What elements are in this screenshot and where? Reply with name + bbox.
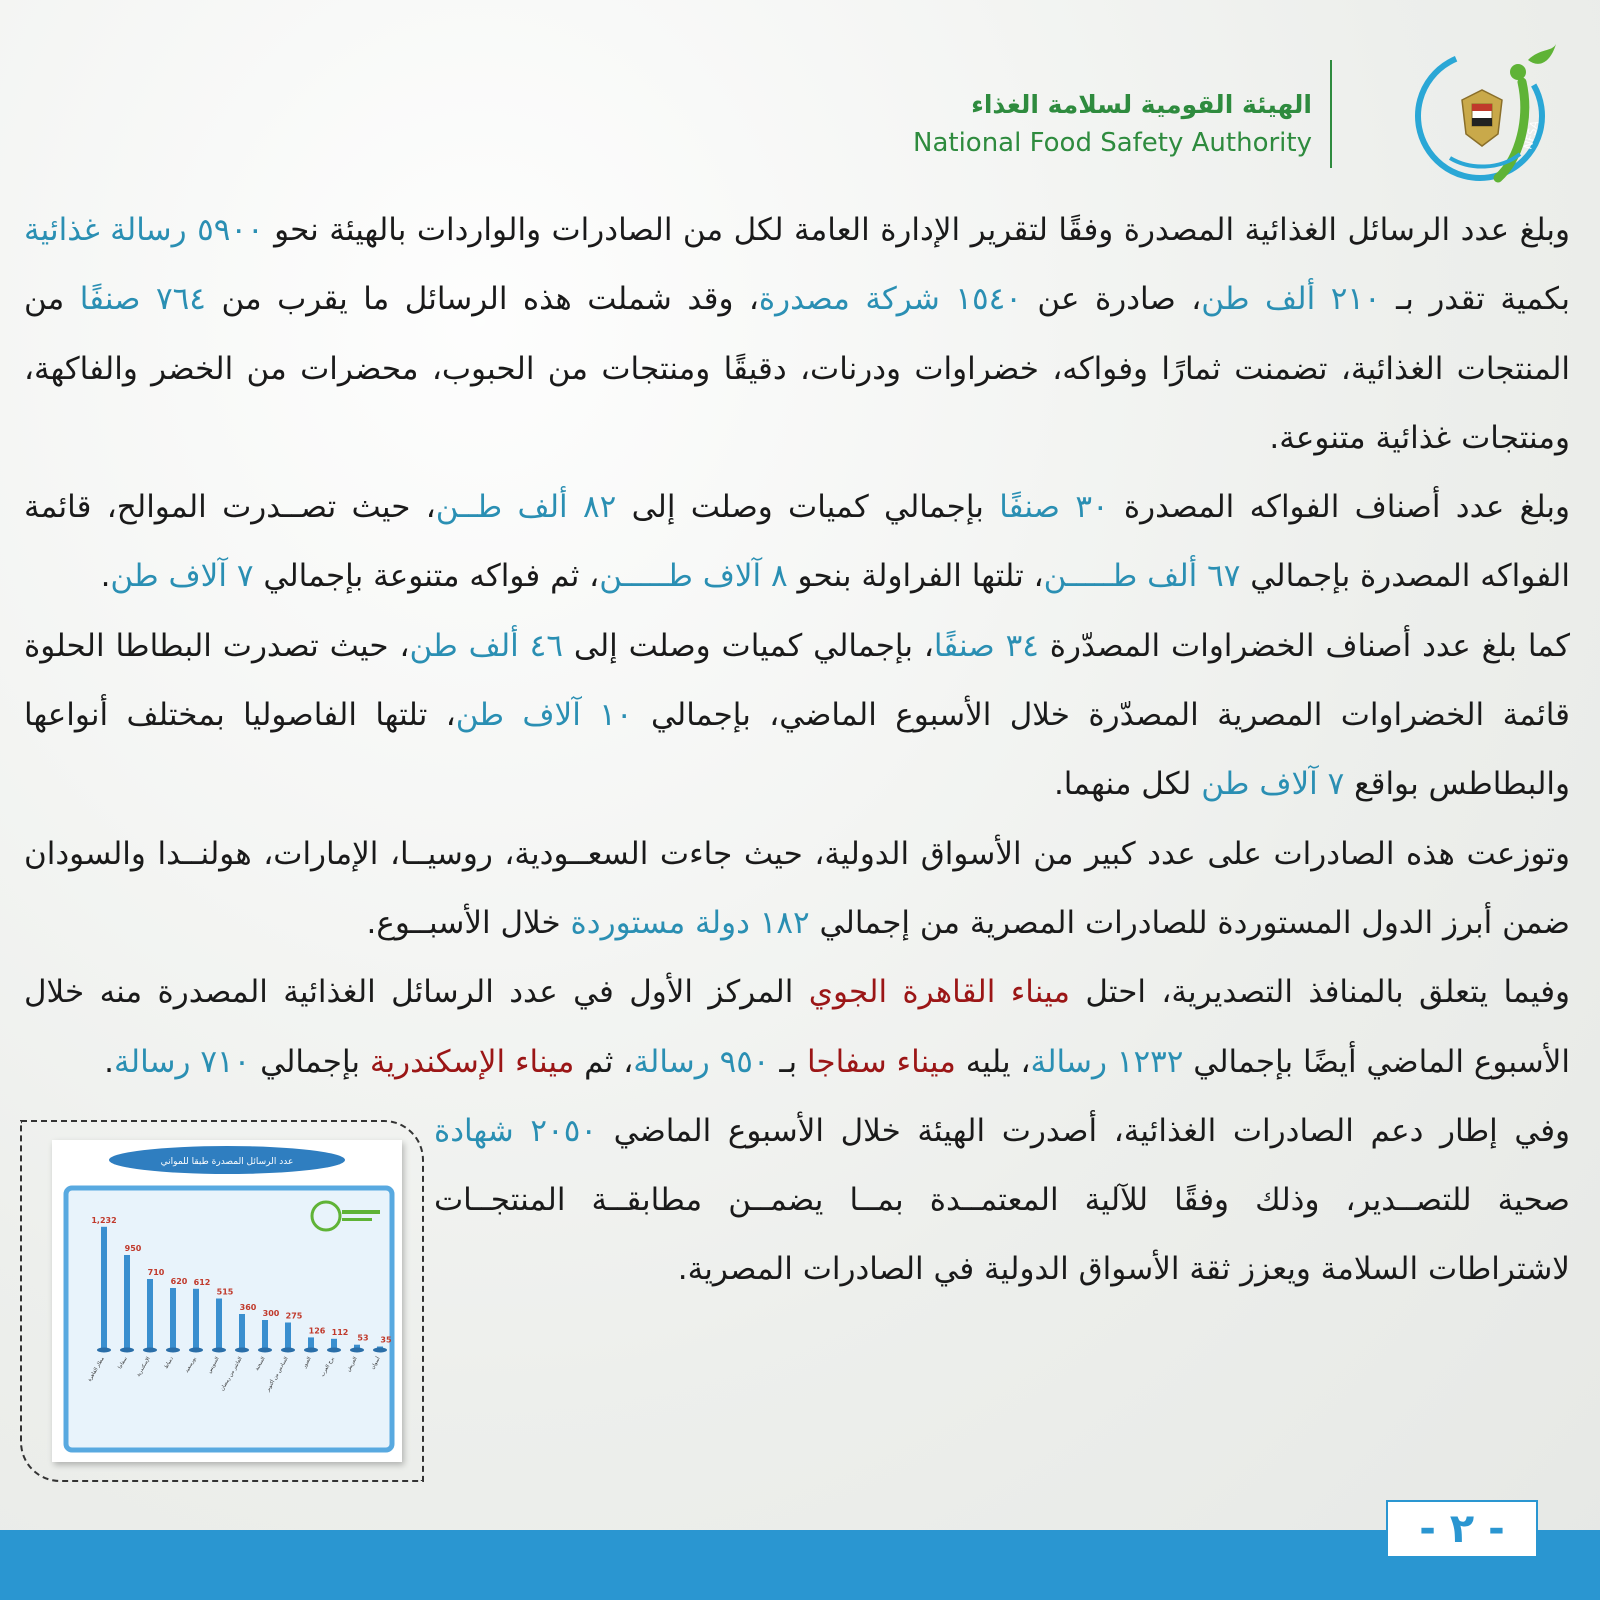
chart-bar xyxy=(124,1255,130,1350)
text-run: ، تلتها الفاصوليا بمختلف أنواعها والبطاطس بواقع xyxy=(24,697,1570,803)
org-name-arabic: الهيئة القومية لسلامة الغذاء xyxy=(971,90,1312,119)
svg-text:NFSA: NFSA xyxy=(1521,119,1542,151)
text-run: صحية للتصــدير، وذلك وفقًا للآلية المعتمــدة بمــا يضمــن مطابقــة المنتجــات لاشتراطات السلامة ويعزز ثقة الأسواق الدولية في الصادرات المصرية. xyxy=(434,1182,1570,1288)
chart-bar xyxy=(285,1323,291,1351)
text-run: ، صادرة عن xyxy=(1021,281,1202,318)
chart-category-label: سفاجا xyxy=(117,1356,129,1371)
text-run: وبلغ عدد أصناف الفواكه المصدرة xyxy=(1108,489,1571,526)
text-run: ، يليه xyxy=(955,1043,1031,1080)
chart-value-label: 300 xyxy=(262,1309,280,1318)
highlighted-figure: ١٨٢ دولة مستوردة xyxy=(570,904,810,941)
chart-bar xyxy=(170,1288,176,1350)
header xyxy=(913,38,1560,188)
chart-bar xyxy=(262,1320,268,1350)
chart-category-label: السخنة xyxy=(254,1356,267,1372)
chart-category-label: السويس xyxy=(206,1356,221,1375)
text-run: ، حيث تصــدرت الموالح، قائمة الفواكه المصدرة بإجمالي xyxy=(24,489,1570,595)
org-name-english: National Food Safety Authority xyxy=(913,128,1312,158)
chart-card xyxy=(52,1140,402,1462)
chart-logo-text-icon xyxy=(342,1218,372,1221)
highlighted-port: ميناء سفاجا xyxy=(806,1043,956,1080)
highlighted-figure: ٧٦٤ صنفًا xyxy=(79,281,206,318)
chart-title: عدد الرسائل المصدرة طبقا للمواني xyxy=(160,1157,294,1167)
chart-category-label: أسوان xyxy=(369,1356,382,1371)
chart-value-label: 35 xyxy=(380,1335,392,1345)
chart-value-label: 360 xyxy=(239,1303,257,1312)
chart-bar-base xyxy=(373,1348,387,1353)
highlighted-figure: ٨٢ ألف طــن xyxy=(435,489,617,526)
footer-bar xyxy=(0,1530,1600,1600)
chart-category-label: السادس من أكتوبر xyxy=(265,1356,290,1393)
text-run: ، تلتها الفراولة بنحو xyxy=(787,558,1044,595)
text-run: ، وقد شملت هذه الرسائل ما يقرب من xyxy=(205,281,759,318)
highlighted-figure: ٧ آلاف طن xyxy=(110,558,254,595)
paragraph xyxy=(24,958,1570,1097)
highlighted-figure: ٣٤ صنفًا xyxy=(933,627,1039,664)
text-run: ، ثم xyxy=(574,1043,634,1080)
chart-category-label: العريش xyxy=(345,1356,359,1373)
chart-bar xyxy=(216,1299,222,1351)
paragraph xyxy=(434,1097,1570,1305)
chart-bar xyxy=(193,1289,199,1350)
text-run: وفيما يتعلق بالمنافذ التصديرية، احتل xyxy=(1070,974,1570,1011)
text-run: خلال الأسبــوع. xyxy=(366,904,571,941)
text-run: لكل منهما. xyxy=(1053,766,1202,803)
chart-value-label: 112 xyxy=(331,1327,349,1337)
chart-bar-base xyxy=(258,1348,272,1353)
text-run: . xyxy=(104,1043,115,1080)
chart-logo-text-icon xyxy=(342,1210,380,1214)
highlighted-figure: ٣٠ صنفًا xyxy=(999,489,1109,526)
nfsa-emblem-icon xyxy=(1410,38,1560,188)
chart-value-label: 53 xyxy=(357,1333,369,1343)
highlighted-figure: ١٥٤٠ شركة مصدرة xyxy=(758,281,1022,318)
chart-plot-frame xyxy=(66,1188,392,1450)
chart-value-label: 950 xyxy=(124,1244,142,1253)
text-run: كما بلغ عدد أصناف الخضراوات المصدّرة xyxy=(1038,627,1570,664)
chart-value-label: 1,232 xyxy=(91,1215,117,1225)
highlighted-figure: ٢١٠ ألف طن xyxy=(1201,281,1381,318)
text-run: ، ثم فواكه متنوعة بإجمالي xyxy=(253,558,600,595)
chart-category-label: العاشر من رمضان xyxy=(219,1356,244,1392)
chart-category-label: بورسعيد xyxy=(183,1356,198,1374)
chart-value-label: 275 xyxy=(285,1311,303,1321)
highlighted-figure: ٤٦ ألف طن xyxy=(409,627,563,664)
text-run: من المنتجات الغذائية، تضمنت ثمارًا وفواكه، خضراوات ودرنات، دقيقًا ومنتجات من الحبوب، محضرات من الخضر والفاكهة، ومنتجات غذائية متنوعة. xyxy=(24,281,1570,456)
highlighted-figure: ٦٧ ألف طـــــن xyxy=(1043,558,1241,595)
paragraph xyxy=(24,196,1570,473)
highlighted-figure: ٩٥٠ رسالة xyxy=(633,1043,770,1080)
chart-category-label: مطار القاهرة xyxy=(86,1356,106,1383)
text-run: بكمية تقدر بـ xyxy=(1380,281,1571,318)
logo-divider xyxy=(1330,60,1332,168)
chart-category-label: العبور xyxy=(301,1356,313,1370)
chart-bar xyxy=(101,1227,107,1350)
chart-bar-base xyxy=(166,1348,180,1353)
chart-bar-base xyxy=(97,1348,111,1353)
chart-value-label: 612 xyxy=(193,1277,211,1287)
chart-bar-base xyxy=(235,1348,249,1353)
chart-bar xyxy=(239,1314,245,1350)
chart-bar-base xyxy=(212,1348,226,1353)
text-run: بـ xyxy=(769,1043,807,1080)
text-run: وتوزعت هذه الصادرات على عدد كبير من الأسواق الدولية، حيث جاءت السعــودية، روسيــا، الإمارات، هولنــدا والسودان ضمن أبرز الدول المستوردة للصادرات المصرية من إجمالي xyxy=(24,835,1570,941)
highlighted-figure: ١٢٣٢ رسالة xyxy=(1030,1043,1184,1080)
ports-bar-chart xyxy=(52,1140,402,1462)
highlighted-figure: ١٠ آلاف طن xyxy=(455,697,633,734)
text-run: وفي إطار دعم الصادرات الغذائية، أصدرت الهيئة خلال الأسبوع الماضي xyxy=(597,1112,1570,1149)
chart-value-label: 620 xyxy=(170,1277,188,1286)
text-run: المركز الأول في عدد الرسائل الغذائية المصدرة منه خلال الأسبوع الماضي أيضًا بإجمالي xyxy=(24,974,1570,1080)
highlighted-port: ميناء الإسكندرية xyxy=(369,1043,575,1080)
chart-bar-base xyxy=(304,1348,318,1353)
chart-bar-base xyxy=(120,1348,134,1353)
paragraph xyxy=(24,612,1570,820)
chart-bar-base xyxy=(189,1348,203,1353)
chart-category-label: برج العرب xyxy=(319,1356,336,1378)
chart-category-label: دمياط xyxy=(163,1356,175,1370)
highlighted-figure: ٢٠٥٠ شهادة xyxy=(434,1112,597,1149)
highlighted-port: ميناء القاهرة الجوي xyxy=(808,974,1071,1011)
text-run: ، بإجمالي كميات وصلت إلى xyxy=(562,627,934,664)
chart-bar-base xyxy=(350,1348,364,1353)
paragraph xyxy=(24,820,1570,959)
text-run: بإجمالي xyxy=(250,1043,370,1080)
chart-bar-base xyxy=(143,1348,157,1353)
text-run: بإجمالي كميات وصلت إلى xyxy=(616,489,1000,526)
highlighted-figure: ٧ آلاف طن xyxy=(1201,766,1345,803)
chart-value-label: 126 xyxy=(308,1326,326,1336)
text-run: . xyxy=(100,558,111,595)
chart-bar xyxy=(147,1279,153,1350)
chart-bar-base xyxy=(327,1348,341,1353)
chart-value-label: 710 xyxy=(147,1268,165,1277)
highlighted-figure: ٧١٠ رسالة xyxy=(114,1043,251,1080)
chart-value-label: 515 xyxy=(216,1287,234,1297)
chart-category-label: الإسكندرية xyxy=(135,1356,152,1378)
text-run: وبلغ عدد الرسائل الغذائية المصدرة وفقًا لتقرير الإدارة العامة لكل من الصادرات والواردات بالهيئة نحو xyxy=(263,212,1570,248)
highlighted-figure: ٥٩٠٠ رسالة غذائية xyxy=(24,212,264,248)
paragraph xyxy=(24,473,1570,612)
highlighted-figure: ٨ آلاف طـــــن xyxy=(599,558,788,595)
chart-bar-base xyxy=(281,1348,295,1353)
text-run: ، حيث تصدرت البطاطا الحلوة قائمة الخضراوات المصرية المصدّرة خلال الأسبوع الماضي، بإجمالي xyxy=(24,627,1570,734)
page-number: - ٢ - xyxy=(1386,1500,1538,1558)
